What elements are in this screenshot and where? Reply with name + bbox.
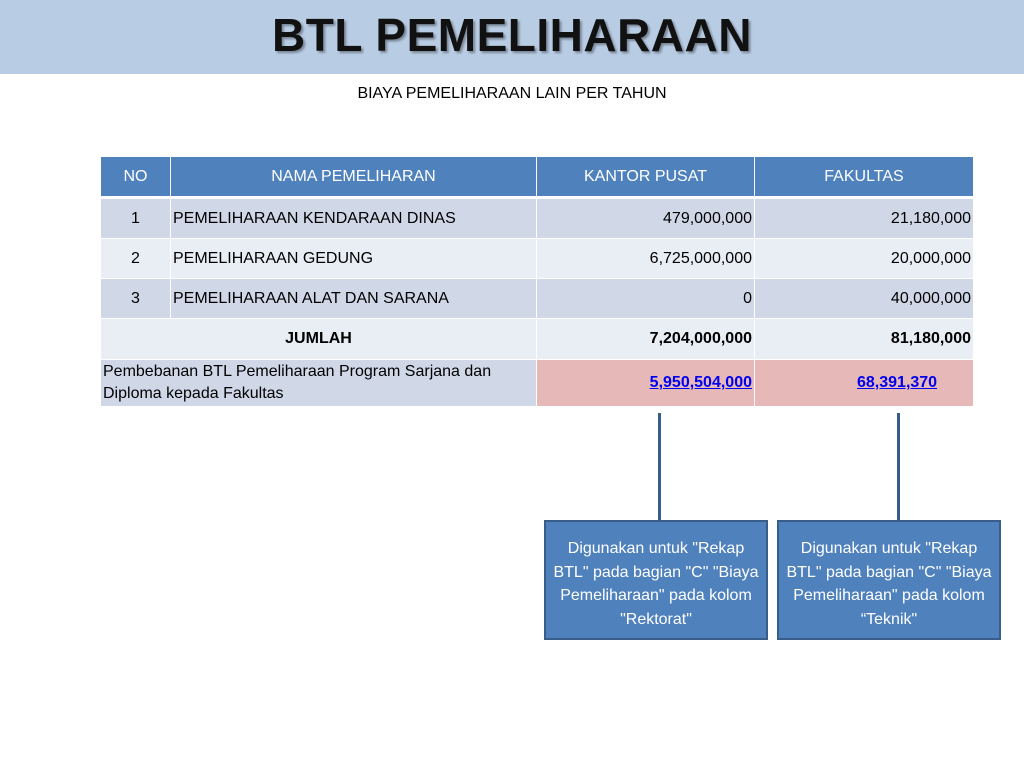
maintenance-table: [100, 156, 974, 407]
total-label: JUMLAH: [101, 319, 537, 360]
total-row: [101, 319, 974, 360]
allocation-kantor-link[interactable]: 5,950,504,000: [649, 374, 752, 391]
header-fakultas: FAKULTAS: [755, 157, 974, 198]
connector-line-rektorat: [658, 413, 661, 520]
allocation-fakultas-link[interactable]: 68,391,370: [857, 374, 938, 391]
row-kantor: 6,725,000,000: [537, 239, 755, 279]
row-fakultas: 40,000,000: [755, 279, 974, 319]
connector-line-teknik: [897, 413, 900, 520]
total-kantor: 7,204,000,000: [537, 319, 755, 360]
note-box-rektorat: Digunakan untuk "Rekap BTL" pada bagian "C" "Biaya Pemeliharaan" pada kolom "Rektorat": [544, 520, 768, 640]
row-name: PEMELIHARAAN ALAT DAN SARANA: [171, 279, 537, 319]
table-row: [101, 198, 974, 239]
page-title: BTL PEMELIHARAAN: [272, 9, 752, 61]
allocation-row: [101, 360, 974, 407]
total-fakultas: 81,180,000: [755, 319, 974, 360]
table-header-row: [101, 157, 974, 198]
page-subtitle: BIAYA PEMELIHARAAN LAIN PER TAHUN: [357, 85, 667, 102]
table-row: [101, 279, 974, 319]
note-box-teknik: Digunakan untuk "Rekap BTL" pada bagian "C" "Biaya Pemeliharaan" pada kolom “Teknik": [777, 520, 1001, 640]
allocation-kantor-cell: [537, 360, 755, 407]
header-no: NO: [101, 157, 171, 198]
header-name: NAMA PEMELIHARAN: [171, 157, 537, 198]
row-fakultas: 21,180,000: [755, 198, 974, 239]
allocation-fakultas-cell: [755, 360, 974, 407]
row-name: PEMELIHARAAN KENDARAAN DINAS: [171, 198, 537, 239]
row-name: PEMELIHARAAN GEDUNG: [171, 239, 537, 279]
header-kantor-pusat: KANTOR PUSAT: [537, 157, 755, 198]
row-fakultas: 20,000,000: [755, 239, 974, 279]
table-row: [101, 239, 974, 279]
row-kantor: 0: [537, 279, 755, 319]
row-no: 3: [101, 279, 171, 319]
row-no: 2: [101, 239, 171, 279]
row-kantor: 479,000,000: [537, 198, 755, 239]
allocation-label: Pembebanan BTL Pemeliharaan Program Sarjana dan Diploma kepada Fakultas: [101, 360, 537, 407]
row-no: 1: [101, 198, 171, 239]
